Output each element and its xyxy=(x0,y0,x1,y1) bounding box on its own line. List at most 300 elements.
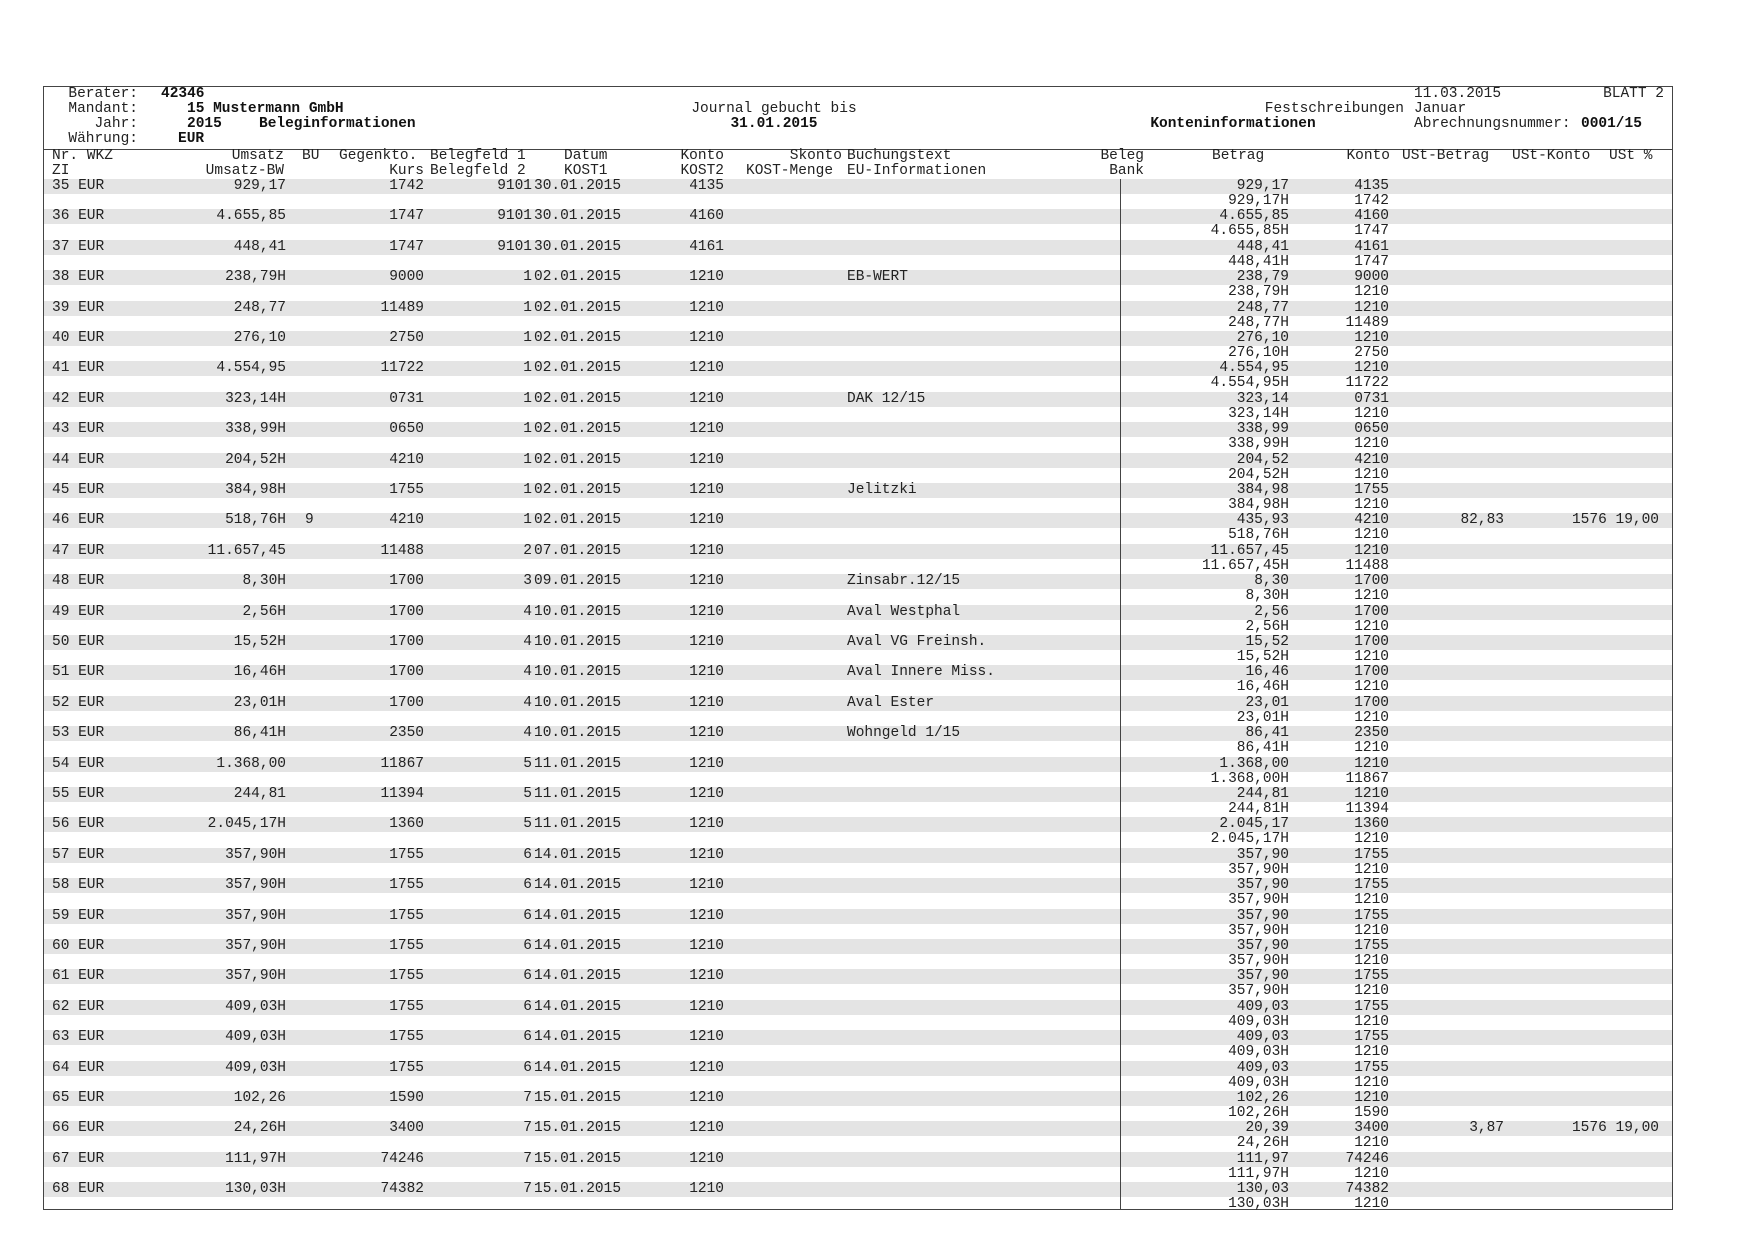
monat-value: Januar xyxy=(1414,101,1467,117)
jahr-value: 2015 xyxy=(187,116,222,132)
belegfeld1: 4 xyxy=(523,634,532,650)
konto-soll: 0650 xyxy=(1354,421,1389,438)
table-row xyxy=(44,209,1672,239)
table-row xyxy=(44,331,1672,361)
gegenkonto: 1700 xyxy=(389,664,424,681)
betrag-haben: 409,03H xyxy=(1228,1013,1289,1030)
gegenkonto: 1755 xyxy=(389,1059,424,1076)
table-row xyxy=(44,574,1672,604)
betrag-haben: 204,52H xyxy=(1228,466,1289,483)
row-shading xyxy=(44,969,1672,984)
row-number: 65 EUR xyxy=(52,1090,105,1106)
konto-haben: 1210 xyxy=(1354,1013,1389,1030)
buchungstext: Aval Ester xyxy=(847,694,935,711)
row-shading xyxy=(44,179,1672,194)
konto-soll: 4210 xyxy=(1354,512,1389,529)
datum: 11.01.2015 xyxy=(534,816,622,833)
betrag-soll: 2.045,17 xyxy=(1219,816,1289,833)
table-row xyxy=(44,240,1672,270)
row-number: 55 EUR xyxy=(52,786,105,802)
col-umsatz: Umsatz xyxy=(231,148,284,164)
datum: 14.01.2015 xyxy=(534,846,622,863)
datum: 02.01.2015 xyxy=(534,360,622,377)
betrag-haben: 11.657,45H xyxy=(1201,557,1289,574)
buchungstext: Zinsabr.12/15 xyxy=(847,573,961,590)
beleginfo-title: Beleginformationen xyxy=(259,116,416,132)
umsatz-value: 929,17 xyxy=(233,178,286,194)
belegfeld1: 1 xyxy=(523,482,532,498)
konto-soll: 1700 xyxy=(1354,694,1389,711)
row-number: 53 EUR xyxy=(52,725,105,742)
konto-soll: 4161 xyxy=(1354,238,1389,255)
betrag-soll: 409,03 xyxy=(1236,998,1289,1015)
column-headers xyxy=(44,149,1672,180)
belegfeld1: 1 xyxy=(523,390,532,407)
konto: 1210 xyxy=(689,451,724,468)
konto-haben: 11722 xyxy=(1345,375,1389,392)
table-row xyxy=(44,757,1672,787)
konto-soll: 0731 xyxy=(1354,390,1389,407)
konto-soll: 3400 xyxy=(1354,1120,1389,1137)
belegfeld1: 7 xyxy=(523,1181,532,1198)
konto: 1210 xyxy=(689,634,724,650)
col-ust-konto: USt-Konto xyxy=(1512,148,1591,164)
belegfeld1: 1 xyxy=(523,299,532,316)
table-row xyxy=(44,848,1672,878)
bu-key: 9 xyxy=(305,512,314,529)
konto-haben: 11489 xyxy=(1345,314,1389,331)
konto-soll: 4135 xyxy=(1354,178,1389,194)
konto-haben: 1210 xyxy=(1354,1074,1389,1091)
umsatz-value: 130,03H xyxy=(225,1181,286,1198)
table-row xyxy=(44,909,1672,939)
konto-haben: 1210 xyxy=(1354,892,1389,909)
konto-haben: 1210 xyxy=(1354,1135,1389,1152)
gegenkonto: 1755 xyxy=(389,1029,424,1046)
buchungstext: EB-WERT xyxy=(847,269,908,286)
konto: 1210 xyxy=(689,542,724,559)
betrag-haben: 357,90H xyxy=(1228,892,1289,909)
betrag-soll: 276,10 xyxy=(1236,330,1289,346)
gegenkonto: 4210 xyxy=(389,451,424,468)
konto: 1210 xyxy=(689,603,724,620)
betrag-haben: 276,10H xyxy=(1228,345,1289,361)
ust-betrag: 82,83 xyxy=(1460,512,1504,529)
row-shading xyxy=(44,1030,1672,1045)
belegfeld1: 4 xyxy=(523,603,532,620)
mandant-name: 15 Mustermann GmbH xyxy=(187,101,344,117)
konto: 1210 xyxy=(689,573,724,590)
umsatz-value: 518,76H xyxy=(225,512,286,529)
betrag-haben: 2.045,17H xyxy=(1210,831,1289,848)
buchungstext: Aval Westphal xyxy=(847,603,961,620)
datum: 09.01.2015 xyxy=(534,573,622,590)
col-zi: ZI xyxy=(52,163,70,179)
row-number: 39 EUR xyxy=(52,299,105,316)
umsatz-value: 409,03H xyxy=(225,1059,286,1076)
konto-haben: 11394 xyxy=(1345,801,1389,817)
row-shading xyxy=(44,301,1672,316)
belegfeld1: 6 xyxy=(523,1029,532,1046)
row-number: 36 EUR xyxy=(52,208,105,225)
betrag-haben: 248,77H xyxy=(1228,314,1289,331)
betrag-soll: 929,17 xyxy=(1236,178,1289,194)
datum: 15.01.2015 xyxy=(534,1090,622,1106)
row-number: 67 EUR xyxy=(52,1150,105,1167)
gegenkonto: 9000 xyxy=(389,269,424,286)
konto: 1210 xyxy=(689,998,724,1015)
konto-soll: 4210 xyxy=(1354,451,1389,468)
betrag-soll: 435,93 xyxy=(1236,512,1289,529)
konto-haben: 1210 xyxy=(1354,588,1389,605)
table-row xyxy=(44,1061,1672,1091)
konto: 1210 xyxy=(689,816,724,833)
datum: 02.01.2015 xyxy=(534,330,622,346)
betrag-soll: 15,52 xyxy=(1245,634,1289,650)
konto: 1210 xyxy=(689,968,724,985)
umsatz-value: 448,41 xyxy=(233,238,286,255)
berater-number: 42346 xyxy=(161,86,205,102)
datum: 14.01.2015 xyxy=(534,998,622,1015)
konto: 1210 xyxy=(689,938,724,954)
gegenkonto: 1755 xyxy=(389,482,424,498)
ust-konto-prozent: 1576 19,00 xyxy=(1571,1120,1659,1137)
datum: 10.01.2015 xyxy=(534,603,622,620)
row-shading xyxy=(44,422,1672,437)
umsatz-value: 2,56H xyxy=(242,603,286,620)
konto-haben: 1210 xyxy=(1354,405,1389,422)
row-number: 51 EUR xyxy=(52,664,105,681)
row-number: 44 EUR xyxy=(52,451,105,468)
umsatz-value: 276,10 xyxy=(233,330,286,346)
table-row xyxy=(44,544,1672,574)
datum: 11.01.2015 xyxy=(534,786,622,802)
betrag-soll: 357,90 xyxy=(1236,938,1289,954)
belegfeld1: 5 xyxy=(523,786,532,802)
gegenkonto: 1755 xyxy=(389,846,424,863)
row-shading xyxy=(44,909,1672,924)
row-shading xyxy=(44,757,1672,772)
konto-haben: 1210 xyxy=(1354,861,1389,878)
table-row xyxy=(44,301,1672,331)
journal-rows xyxy=(44,178,1672,1213)
row-number: 52 EUR xyxy=(52,694,105,711)
konto-haben: 1210 xyxy=(1354,436,1389,453)
ust-konto-prozent: 1576 19,00 xyxy=(1571,512,1659,529)
belegfeld1: 2 xyxy=(523,542,532,559)
konto-haben: 1210 xyxy=(1354,284,1389,301)
belegfeld1: 1 xyxy=(523,512,532,529)
konto: 1210 xyxy=(689,1029,724,1046)
table-row xyxy=(44,665,1672,695)
buchungstext: Aval Innere Miss. xyxy=(847,664,995,681)
gegenkonto: 11488 xyxy=(380,542,424,559)
konto-soll: 1700 xyxy=(1354,603,1389,620)
row-shading xyxy=(44,1152,1672,1167)
betrag-haben: 2,56H xyxy=(1245,618,1289,635)
konto-soll: 1210 xyxy=(1354,786,1389,802)
konto: 1210 xyxy=(689,786,724,802)
betrag-soll: 8,30 xyxy=(1254,573,1289,590)
betrag-haben: 338,99H xyxy=(1228,436,1289,453)
konto-soll: 1210 xyxy=(1354,542,1389,559)
row-number: 59 EUR xyxy=(52,907,105,924)
betrag-soll: 4.554,95 xyxy=(1219,360,1289,377)
print-date: 11.03.2015 xyxy=(1414,86,1502,102)
gegenkonto: 4210 xyxy=(389,512,424,529)
row-number: 35 EUR xyxy=(52,178,105,194)
konto-haben: 1210 xyxy=(1354,679,1389,696)
abrechnung-number: 0001/15 xyxy=(1581,116,1642,132)
betrag-soll: 409,03 xyxy=(1236,1029,1289,1046)
betrag-soll: 338,99 xyxy=(1236,421,1289,438)
datum: 14.01.2015 xyxy=(534,907,622,924)
row-number: 64 EUR xyxy=(52,1059,105,1076)
journal-page xyxy=(43,86,1673,1213)
row-number: 63 EUR xyxy=(52,1029,105,1046)
belegfeld1: 6 xyxy=(523,907,532,924)
col-buchungstext: Buchungstext xyxy=(847,148,952,164)
belegfeld1: 5 xyxy=(523,755,532,772)
gegenkonto: 11867 xyxy=(380,755,424,772)
blatt-number: BLATT 2 xyxy=(1603,86,1664,102)
col-kost1: KOST1 xyxy=(564,163,608,179)
col-belegfeld1: Belegfeld 1 xyxy=(430,148,526,164)
betrag-haben: 357,90H xyxy=(1228,861,1289,878)
konto-haben: 1210 xyxy=(1354,953,1389,969)
konto-haben: 2750 xyxy=(1354,345,1389,361)
row-number: 50 EUR xyxy=(52,634,105,650)
table-row xyxy=(44,270,1672,300)
mandant-label: Mandant: xyxy=(68,101,138,117)
konto-soll: 1210 xyxy=(1354,360,1389,377)
gegenkonto: 2750 xyxy=(389,330,424,346)
betrag-haben: 16,46H xyxy=(1236,679,1289,696)
konto: 1210 xyxy=(689,907,724,924)
row-shading xyxy=(44,939,1672,954)
table-row xyxy=(44,361,1672,391)
betrag-haben: 15,52H xyxy=(1236,649,1289,665)
konto: 1210 xyxy=(689,1181,724,1198)
konto-soll: 1210 xyxy=(1354,330,1389,346)
konto-haben: 1210 xyxy=(1354,740,1389,757)
festschreibungen-label: Festschreibungen xyxy=(1264,101,1404,117)
datum: 07.01.2015 xyxy=(534,542,622,559)
datum: 10.01.2015 xyxy=(534,634,622,650)
table-row xyxy=(44,878,1672,908)
row-number: 37 EUR xyxy=(52,238,105,255)
konto-soll: 1755 xyxy=(1354,1029,1389,1046)
gegenkonto: 1360 xyxy=(389,816,424,833)
gegenkonto: 1755 xyxy=(389,998,424,1015)
col-beleg: Beleg xyxy=(1100,148,1144,164)
betrag-haben: 518,76H xyxy=(1228,527,1289,544)
konten-divider xyxy=(1120,179,1121,1209)
konto-haben: 1210 xyxy=(1354,831,1389,848)
umsatz-value: 248,77 xyxy=(233,299,286,316)
table-row xyxy=(44,939,1672,969)
konto-soll: 1755 xyxy=(1354,968,1389,985)
betrag-haben: 23,01H xyxy=(1236,709,1289,726)
row-shading xyxy=(44,361,1672,376)
konto-haben: 1747 xyxy=(1354,223,1389,240)
betrag-soll: 409,03 xyxy=(1236,1059,1289,1076)
datum: 14.01.2015 xyxy=(534,968,622,985)
betrag-soll: 86,41 xyxy=(1245,725,1289,742)
konto: 1210 xyxy=(689,390,724,407)
betrag-haben: 929,17H xyxy=(1228,193,1289,209)
datum: 14.01.2015 xyxy=(534,1029,622,1046)
belegfeld1: 6 xyxy=(523,968,532,985)
belegfeld1: 7 xyxy=(523,1120,532,1137)
belegfeld1: 3 xyxy=(523,573,532,590)
betrag-haben: 238,79H xyxy=(1228,284,1289,301)
row-number: 56 EUR xyxy=(52,816,105,833)
datum: 02.01.2015 xyxy=(534,451,622,468)
konto: 1210 xyxy=(689,269,724,286)
konto-soll: 1700 xyxy=(1354,634,1389,650)
betrag-soll: 323,14 xyxy=(1236,390,1289,407)
umsatz-value: 357,90H xyxy=(225,938,286,954)
col-datum: Datum xyxy=(564,148,608,164)
datum: 02.01.2015 xyxy=(534,512,622,529)
betrag-haben: 409,03H xyxy=(1228,1074,1289,1091)
konto: 1210 xyxy=(689,846,724,863)
gegenkonto: 11722 xyxy=(380,360,424,377)
konto: 1210 xyxy=(689,360,724,377)
konto: 1210 xyxy=(689,421,724,438)
table-row xyxy=(44,1030,1672,1060)
table-row xyxy=(44,392,1672,422)
betrag-haben: 1.368,00H xyxy=(1210,770,1289,787)
konto-soll: 1700 xyxy=(1354,573,1389,590)
betrag-soll: 384,98 xyxy=(1236,482,1289,498)
row-shading xyxy=(44,787,1672,802)
belegfeld1: 6 xyxy=(523,998,532,1015)
umsatz-value: 244,81 xyxy=(233,786,286,802)
col-kost-menge: KOST-Menge xyxy=(746,163,834,179)
betrag-soll: 357,90 xyxy=(1236,968,1289,985)
buchungstext: Jelitzki xyxy=(847,482,917,498)
gegenkonto: 0731 xyxy=(389,390,424,407)
betrag-soll: 20,39 xyxy=(1245,1120,1289,1137)
row-shading xyxy=(44,453,1672,468)
konto: 1210 xyxy=(689,725,724,742)
konto: 4161 xyxy=(689,238,724,255)
row-number: 45 EUR xyxy=(52,482,105,498)
row-number: 41 EUR xyxy=(52,360,105,377)
konto: 4135 xyxy=(689,178,724,194)
konto-haben: 1210 xyxy=(1354,922,1389,939)
konto-soll: 74382 xyxy=(1345,1181,1389,1198)
belegfeld1: 6 xyxy=(523,846,532,863)
table-row xyxy=(44,1000,1672,1030)
datum: 15.01.2015 xyxy=(534,1181,622,1198)
umsatz-value: 338,99H xyxy=(225,421,286,438)
betrag-haben: 86,41H xyxy=(1236,740,1289,757)
betrag-soll: 16,46 xyxy=(1245,664,1289,681)
table-row xyxy=(44,696,1672,726)
datum: 02.01.2015 xyxy=(534,421,622,438)
table-row xyxy=(44,1121,1672,1151)
table-row xyxy=(44,513,1672,543)
gegenkonto: 11394 xyxy=(380,786,424,802)
konto-soll: 2350 xyxy=(1354,725,1389,742)
datum: 14.01.2015 xyxy=(534,877,622,894)
konto-soll: 1755 xyxy=(1354,907,1389,924)
konto-haben: 1742 xyxy=(1354,193,1389,209)
datum: 30.01.2015 xyxy=(534,178,622,194)
gegenkonto: 0650 xyxy=(389,421,424,438)
konto-soll: 4160 xyxy=(1354,208,1389,225)
konto-soll: 9000 xyxy=(1354,269,1389,286)
konto-haben: 1210 xyxy=(1354,618,1389,635)
gegenkonto: 1700 xyxy=(389,573,424,590)
gegenkonto: 2350 xyxy=(389,725,424,742)
row-number: 68 EUR xyxy=(52,1181,105,1198)
umsatz-value: 1.368,00 xyxy=(216,755,286,772)
konto: 1210 xyxy=(689,299,724,316)
row-number: 49 EUR xyxy=(52,603,105,620)
gegenkonto: 1755 xyxy=(389,907,424,924)
betrag-soll: 2,56 xyxy=(1254,603,1289,620)
betrag-soll: 102,26 xyxy=(1236,1090,1289,1106)
konto-haben: 1210 xyxy=(1354,1044,1389,1061)
berater-label: Berater: xyxy=(68,86,138,102)
row-shading xyxy=(44,817,1672,832)
konto-soll: 1360 xyxy=(1354,816,1389,833)
umsatz-value: 86,41H xyxy=(233,725,286,742)
konto-haben: 1747 xyxy=(1354,253,1389,270)
konto: 1210 xyxy=(689,1120,724,1137)
row-number: 54 EUR xyxy=(52,755,105,772)
betrag-soll: 248,77 xyxy=(1236,299,1289,316)
belegfeld1: 1 xyxy=(523,269,532,286)
umsatz-value: 357,90H xyxy=(225,877,286,894)
row-shading xyxy=(44,878,1672,893)
konto-soll: 1210 xyxy=(1354,299,1389,316)
konto-haben: 1210 xyxy=(1354,709,1389,726)
belegfeld1: 1 xyxy=(523,451,532,468)
waehrung-label: Währung: xyxy=(68,131,138,147)
col-konto: Konto xyxy=(680,148,724,164)
row-shading xyxy=(44,331,1672,346)
umsatz-value: 238,79H xyxy=(225,269,286,286)
konto-haben: 1210 xyxy=(1354,466,1389,483)
betrag-haben: 384,98H xyxy=(1228,497,1289,513)
gegenkonto: 74382 xyxy=(380,1181,424,1198)
konto-soll: 1210 xyxy=(1354,755,1389,772)
row-shading xyxy=(44,209,1672,224)
umsatz-value: 23,01H xyxy=(233,694,286,711)
konto: 1210 xyxy=(689,512,724,529)
col-kost2: KOST2 xyxy=(680,163,724,179)
betrag-haben: 4.554,95H xyxy=(1210,375,1289,392)
umsatz-value: 357,90H xyxy=(225,968,286,985)
datum: 10.01.2015 xyxy=(534,664,622,681)
gegenkonto: 3400 xyxy=(389,1120,424,1137)
betrag-soll: 1.368,00 xyxy=(1219,755,1289,772)
konto-soll: 1700 xyxy=(1354,664,1389,681)
konto-haben: 11867 xyxy=(1345,770,1389,787)
row-number: 62 EUR xyxy=(52,998,105,1015)
umsatz-value: 357,90H xyxy=(225,907,286,924)
konteninfo-title: Konteninformationen xyxy=(1150,116,1316,132)
gegenkonto: 1755 xyxy=(389,968,424,985)
betrag-soll: 448,41 xyxy=(1236,238,1289,255)
belegfeld1: 4 xyxy=(523,664,532,681)
datum: 02.01.2015 xyxy=(534,299,622,316)
